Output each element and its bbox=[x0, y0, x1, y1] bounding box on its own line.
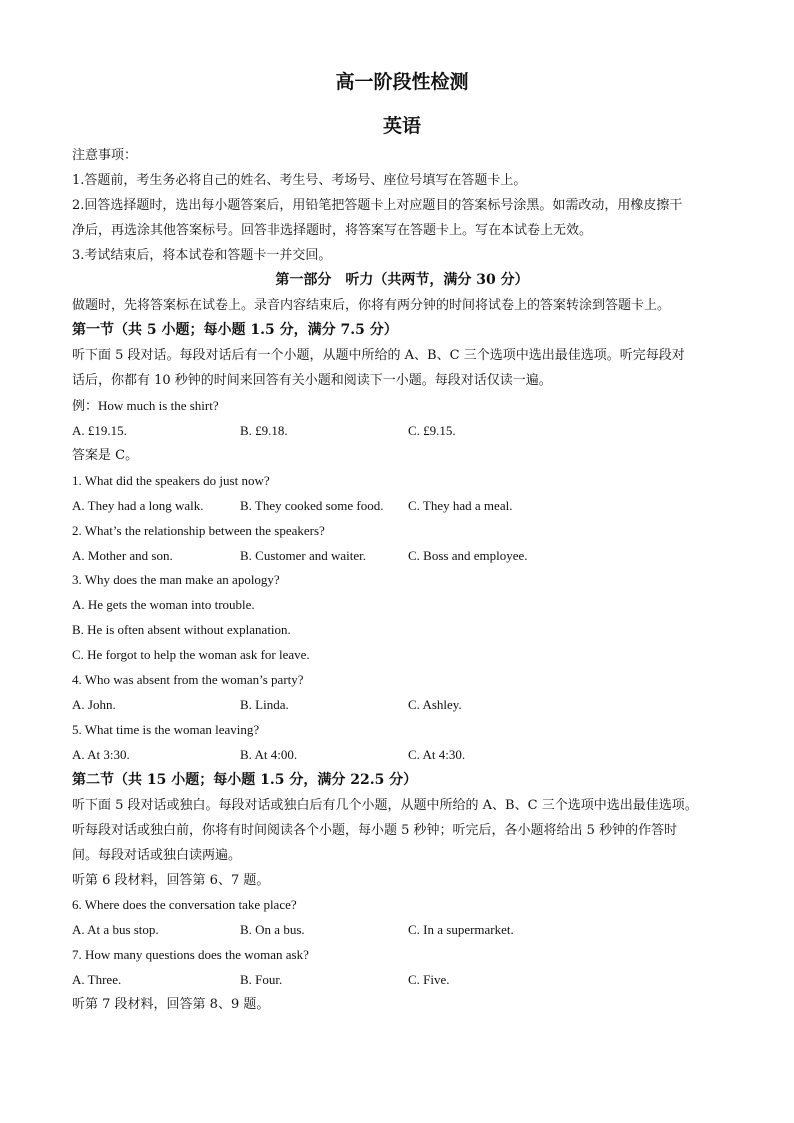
part1-heading: 第一部分 听力（共两节，满分 30 分） bbox=[275, 272, 529, 288]
example-option-a: A. £19.15. bbox=[72, 423, 127, 438]
section1-instructions-2: 话后，你都有 10 秒钟的时间来回答有关小题和阅读下一小题。每段对话仅读一遍。 bbox=[72, 373, 552, 388]
section1-instructions-1: 听下面 5 段对话。每段对话后有一个小题，从题中所给的 A、B、C 三个选项中选出最佳选项。听完每段对 bbox=[72, 348, 685, 363]
question-2: 2. What’s the relationship between the speakers? bbox=[72, 523, 325, 538]
question-7-option-c: C. Five. bbox=[408, 972, 450, 987]
question-7-option-a: A. Three. bbox=[72, 972, 122, 987]
material-6-label: 听第 6 段材料，回答第 6、7 题。 bbox=[72, 873, 270, 888]
question-1-option-b: B. They cooked some food. bbox=[240, 498, 384, 513]
question-6-option-b: B. On a bus. bbox=[240, 922, 305, 937]
question-4-option-b: B. Linda. bbox=[240, 697, 289, 712]
example-answer: 答案是 C。 bbox=[72, 448, 139, 463]
notice-item-3: 3.考试结束后，将本试卷和答题卡一并交回。 bbox=[72, 248, 332, 263]
question-5: 5. What time is the woman leaving? bbox=[72, 722, 260, 737]
section2-heading: 第二节（共 15 小题；每小题 1.5 分，满分 22.5 分） bbox=[72, 772, 418, 788]
notice-item-2-cont: 净后，再选涂其他答案标号。回答非选择题时，将答案写在答题卡上。写在本试卷上无效。 bbox=[72, 223, 593, 238]
section1-heading: 第一节（共 5 小题；每小题 1.5 分，满分 7.5 分） bbox=[72, 322, 398, 338]
question-7-option-b: B. Four. bbox=[240, 972, 283, 987]
section2-instructions-3: 间。每段对话或独白读两遍。 bbox=[72, 848, 242, 863]
material-7-label: 听第 7 段材料，回答第 8、9 题。 bbox=[72, 997, 270, 1012]
question-6-option-c: C. In a supermarket. bbox=[408, 922, 514, 937]
notice-item-1: 1.答题前，考生务必将自己的姓名、考生号、考场号、座位号填写在答题卡上。 bbox=[72, 173, 527, 188]
example-option-c: C. £9.15. bbox=[408, 423, 456, 438]
question-1-option-a: A. They had a long walk. bbox=[72, 498, 204, 513]
question-3-option-a: A. He gets the woman into trouble. bbox=[72, 597, 255, 612]
question-5-option-c: C. At 4:30. bbox=[408, 747, 466, 762]
question-5-option-b: B. At 4:00. bbox=[240, 747, 298, 762]
question-3: 3. Why does the man make an apology? bbox=[72, 572, 280, 587]
question-6: 6. Where does the conversation take place? bbox=[72, 897, 297, 912]
notice-heading: 注意事项： bbox=[72, 148, 138, 163]
question-2-option-c: C. Boss and employee. bbox=[408, 548, 528, 563]
question-3-option-c: C. He forgot to help the woman ask for leave. bbox=[72, 647, 310, 662]
question-4-option-c: C. Ashley. bbox=[408, 697, 462, 712]
question-4: 4. Who was absent from the woman’s party? bbox=[72, 672, 304, 687]
part1-intro: 做题时，先将答案标在试卷上。录音内容结束后，你将有两分钟的时间将试卷上的答案转涂到答题卡上。 bbox=[72, 298, 671, 313]
question-1-option-c: C. They had a meal. bbox=[408, 498, 513, 513]
question-5-option-a: A. At 3:30. bbox=[72, 747, 130, 762]
section2-instructions-1: 听下面 5 段对话或独白。每段对话或独白后有几个小题，从题中所给的 A、B、C 三个选项中选出最佳选项。 bbox=[72, 798, 698, 813]
question-1: 1. What did the speakers do just now? bbox=[72, 473, 270, 488]
page-title: 高一阶段性检测 bbox=[335, 71, 469, 93]
question-4-option-a: A. John. bbox=[72, 697, 116, 712]
notice-item-2: 2.回答选择题时，选出每小题答案后，用铅笔把答题卡上对应题目的答案标号涂黑。如需改动，用橡皮擦干 bbox=[72, 198, 683, 213]
subject-title: 英语 bbox=[382, 115, 421, 137]
question-6-option-a: A. At a bus stop. bbox=[72, 922, 159, 937]
question-2-option-a: A. Mother and son. bbox=[72, 548, 173, 563]
question-7: 7. How many questions does the woman ask? bbox=[72, 947, 309, 962]
question-2-option-b: B. Customer and waiter. bbox=[240, 548, 367, 563]
question-3-option-b: B. He is often absent without explanation. bbox=[72, 622, 291, 637]
example-option-b: B. £9.18. bbox=[240, 423, 288, 438]
section2-instructions-2: 听每段对话或独白前，你将有时间阅读各个小题，每小题 5 秒钟；听完后，各小题将给出 5 秒钟的作答时 bbox=[72, 823, 678, 838]
example-question: 例：How much is the shirt? bbox=[72, 398, 219, 413]
